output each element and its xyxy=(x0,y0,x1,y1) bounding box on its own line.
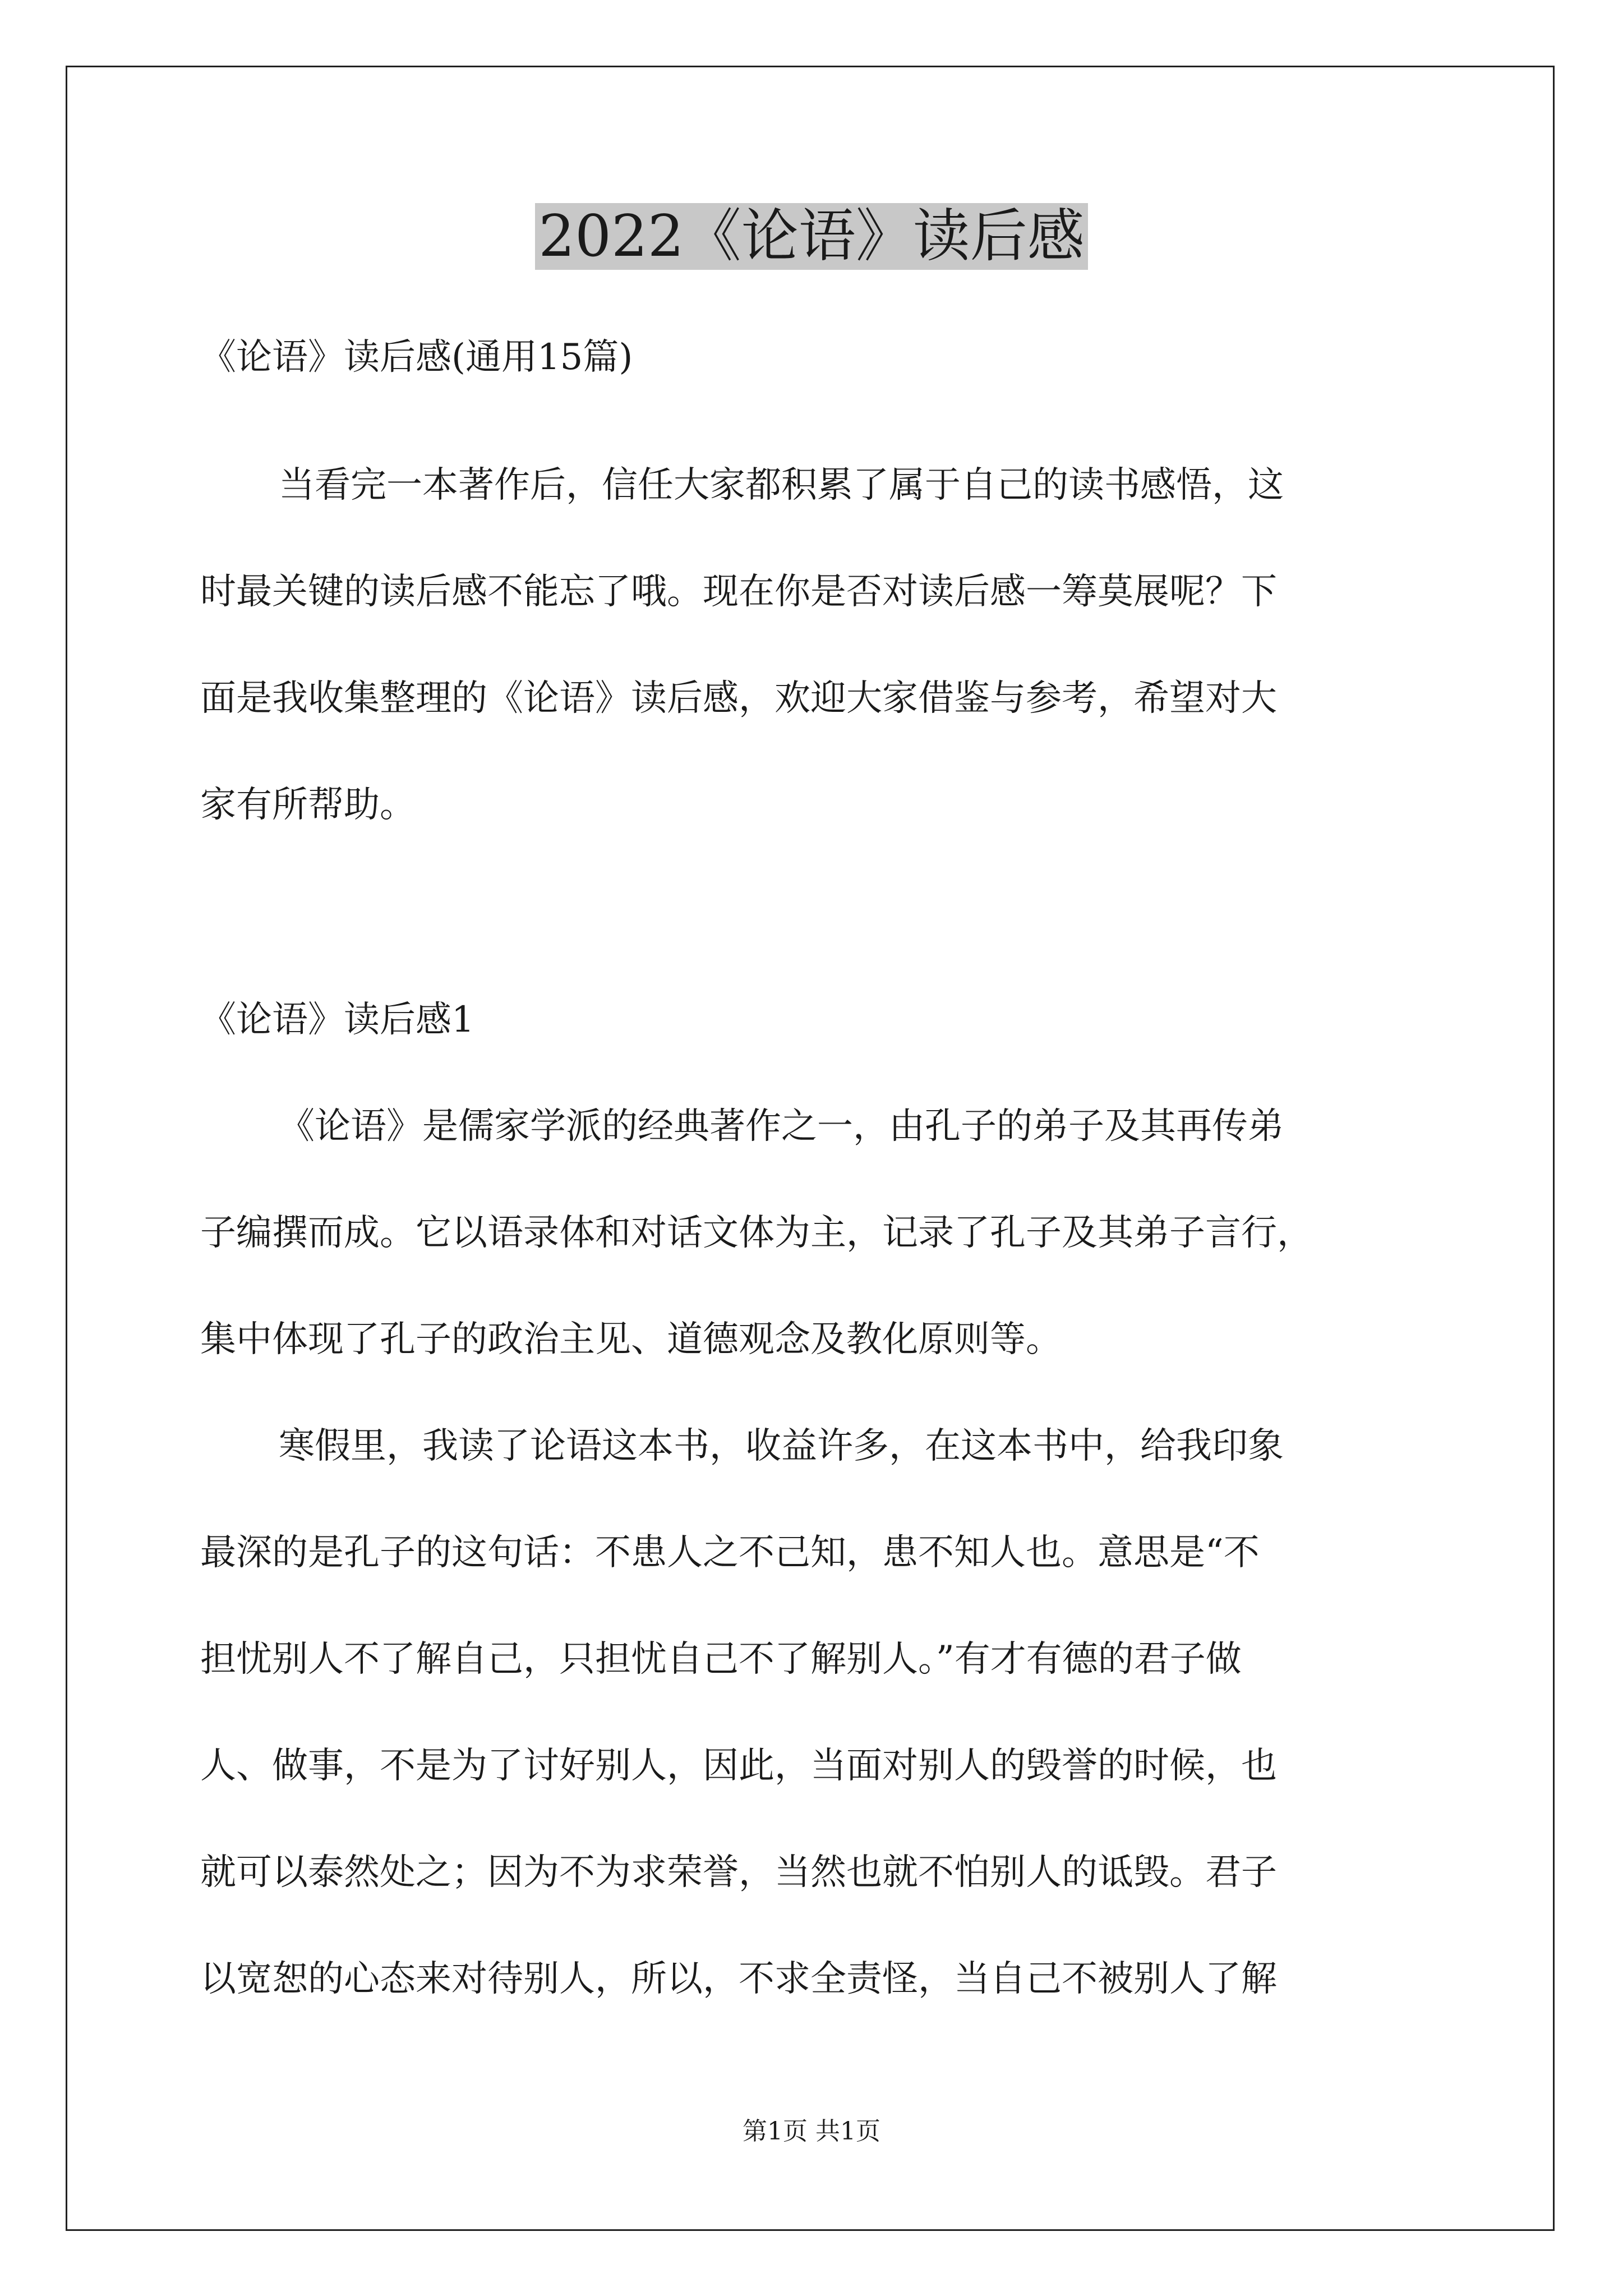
intro-line-1: 当看完一本著作后，信任大家都积累了属于自己的读书感悟，这 xyxy=(279,464,1284,506)
body-line-2: 子编撰而成。它以语录体和对话文体为主，记录了孔子及其弟子言行， xyxy=(200,1212,1313,1254)
body-line-6: 担忧别人不了解自己，只担忧自己不了解别人。”有才有德的君子做 xyxy=(200,1639,1242,1680)
body-line-4: 寒假里，我读了论语这本书，收益许多，在这本书中，给我印象 xyxy=(279,1425,1284,1467)
body-line-9: 以宽恕的心态来对待别人，所以，不求全责怪，当自己不被别人了解 xyxy=(200,1958,1277,2000)
body-line-1: 《论语》是儒家学派的经典著作之一，由孔子的弟子及其再传弟 xyxy=(279,1106,1284,1147)
body-line-5: 最深的是孔子的这句话：不患人之不己知，患不知人也。意思是“不 xyxy=(200,1532,1260,1573)
subtitle-line: 《论语》读后感(通用15篇) xyxy=(200,337,633,378)
body-line-7: 人、做事，不是为了讨好别人，因此，当面对别人的毁誉的时候，也 xyxy=(200,1745,1277,1787)
section-heading-1: 《论语》读后感1 xyxy=(200,999,474,1041)
intro-line-2: 时最关键的读后感不能忘了哦。现在你是否对读后感一筹莫展呢？下 xyxy=(200,571,1277,613)
page-footer: 第1页 共1页 xyxy=(743,2117,880,2146)
body-line-3: 集中体现了孔子的政治主见、道德观念及教化原则等。 xyxy=(200,1319,1062,1360)
document-title xyxy=(0,197,1623,276)
body-line-8: 就可以泰然处之；因为不为求荣誉，当然也就不怕别人的诋毁。君子 xyxy=(200,1852,1277,1893)
intro-line-4: 家有所帮助。 xyxy=(200,784,416,826)
intro-line-3: 面是我收集整理的《论语》读后感，欢迎大家借鉴与参考，希望对大 xyxy=(200,678,1277,719)
title-text: 2022《论语》读后感 xyxy=(535,203,1088,270)
